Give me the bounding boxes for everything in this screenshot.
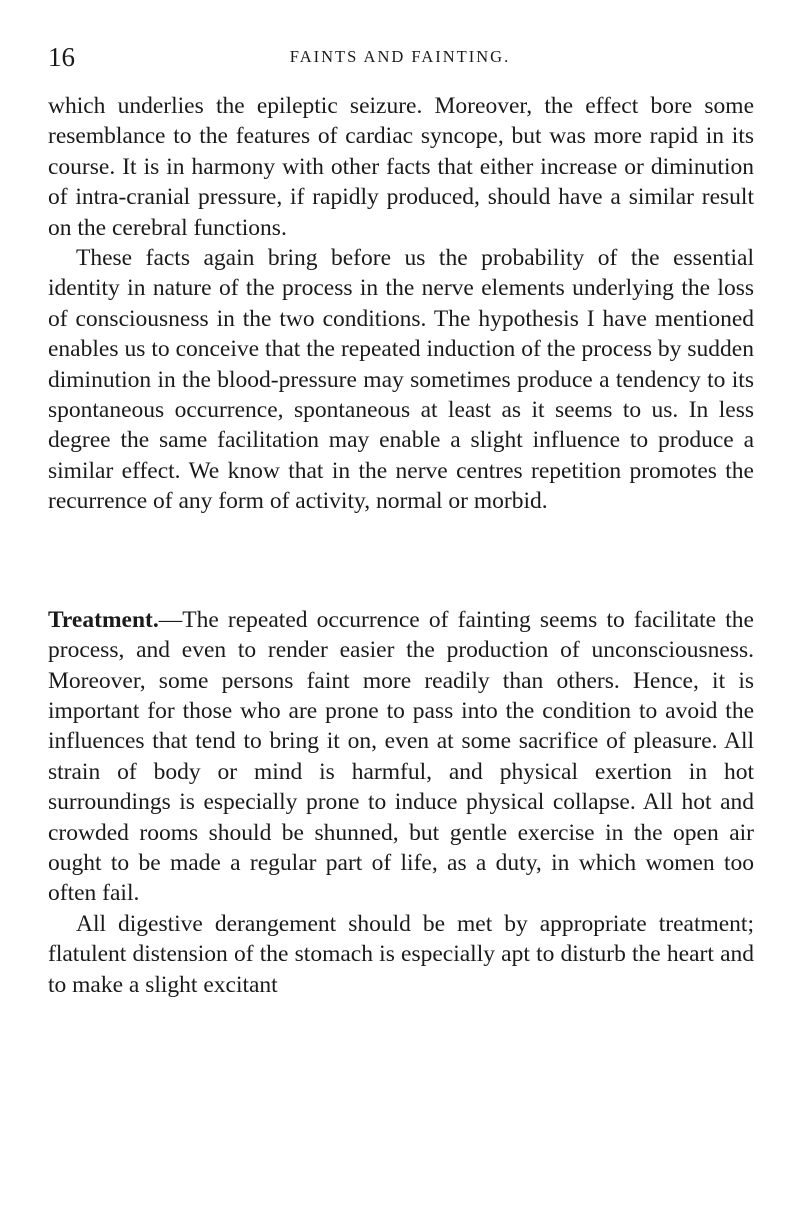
paragraph-identity-of-process: These facts again bring before us the probability of the essential identity in nature of the process in the nerve elements underlying the loss of consciousness in the two conditions. The hypothesis I have mentioned enables us to conceive that the repeated induction of the process by sudden diminution in the blood-pressure may sometimes produce a tendency to its spontaneous occurrence, spontaneous at least as it seems to us. In less degree the same facilitation may enable a slight influence to produce a similar effect. We know that in the nerve centres repetition promotes the recurrence of any form of activity, normal or morbid. [48, 245, 754, 515]
section-heading-treatment: Treatment. [48, 606, 159, 633]
section-gap [48, 517, 754, 605]
treatment-text: —The repeated occurrence of fainting seems to facilitate the process, and even to render easier the production of unconsciousness. Moreover, some persons faint more readily than others. Hence, it is important for those who are prone to pass into the condition to avoid the influences that tend to bring it on, even at some sacrifice of pleasure. All strain of body or mind is harmful, and physical exertion in hot surroundings is especially prone to induce physical collapse. All hot and crowded rooms should be shunned, but gentle exercise in the open air ought to be made a regular part of life, as a duty, in which women too often fail. [48, 606, 754, 907]
body-text [48, 91, 754, 1000]
paragraph-continuation: which underlies the epileptic seizure. Moreover, the effect bore some resemblance to the features of cardiac syncope, but was more rapid in its course. It is in harmony with other facts that either increase or diminution of intra-cranial pressure, if rapidly produced, should have a similar result on the cerebral functions. [48, 93, 754, 241]
running-title: FAINTS AND FAINTING. [289, 47, 511, 66]
treatment-paragraph [48, 605, 754, 909]
paragraph-digestive-derangement: All digestive derangement should be met by appropriate treatment; flatulent distension of the stomach is especially apt to disturb the heart and to make a slight excitant [48, 910, 754, 998]
running-head [48, 40, 752, 74]
page-number: 16 [48, 42, 75, 72]
